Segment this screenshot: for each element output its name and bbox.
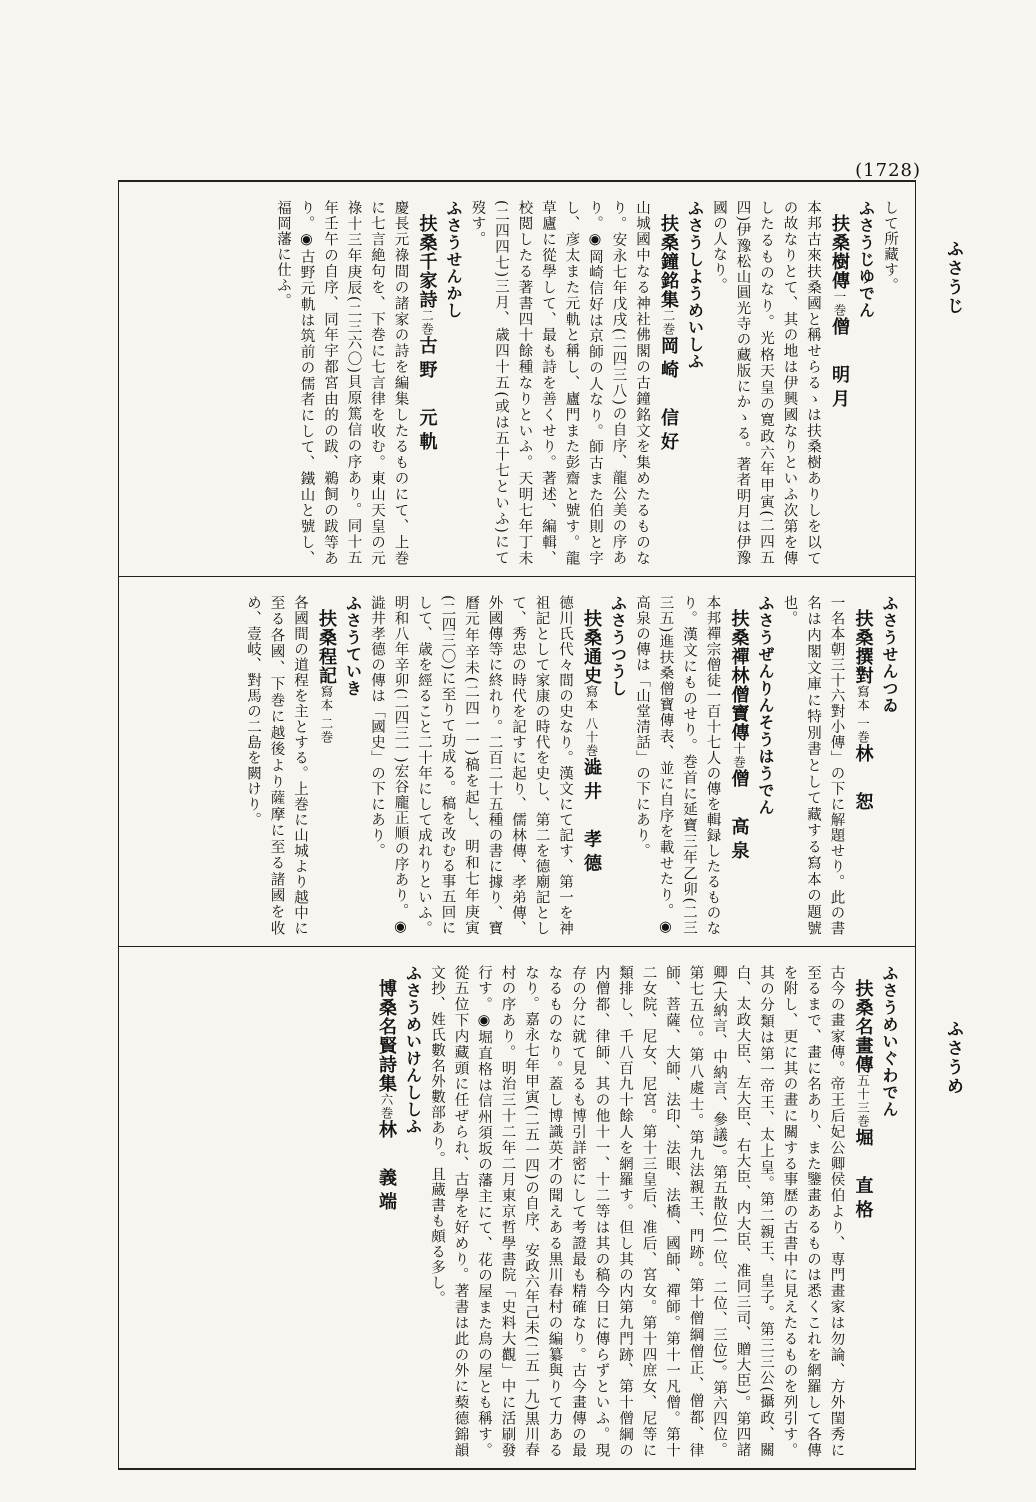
entry-title: 扶桑樹傳 — [829, 214, 850, 290]
entry-heading — [724, 595, 754, 936]
entry-title: 扶桑程記 — [316, 609, 337, 685]
entry-title: 博桑名賢詩集 — [376, 979, 397, 1093]
entry-author: 澁井 孝德 — [581, 757, 602, 878]
entry-body: 慶長元祿間の諸家の詩を編集したるものにて、上巻に七言絶句を、下巻に七言律を收む。東山天皇の元祿十三年庚辰(二三六〇)貝原篤信の序あり。同十五年壬午の自序、同年宇都宮由的の跋、鵜飼の跋等あり。◉古野元軌は筑前の儒者にして、鐵山と號し、福岡藩に仕ふ。 — [275, 200, 409, 566]
dictionary-entry — [241, 595, 365, 936]
entry-title: 扶桑通史 — [581, 609, 602, 685]
tier-top — [119, 182, 915, 577]
entry-title: 扶桑千家詩 — [416, 214, 438, 309]
entry-volumes: 十巻 — [731, 742, 747, 769]
tier-middle-columns — [133, 595, 901, 936]
entry-heading — [848, 595, 878, 936]
entry-body: 各國間の道程を主とする。上巻に山城より越中に至る各國、下巻に越後より薩摩に至る諸國を收め、壹岐、對馬の二島を闕けり。 — [245, 595, 308, 936]
entry-kana: ふさうせんつゐ — [880, 595, 899, 714]
tier-top-columns — [133, 200, 901, 566]
entry-author: 僧 高泉 — [728, 769, 750, 865]
entry-body: 德川氏代々間の史なり。漢文にて記す、第一を神祖記として家康の時代を史し、第二を德廟記として、秀忠の時代を記すに起り、儒林傳、孝弟傳、外國傳等に終れり。二百二十五種の書に據り、寶曆元年辛未(二四一一)稿を起し、明和七年庚寅(二四三〇)に至りて功成る。稿を改むる事五回にして、歳を經ること二十年にして成れりといふ。明和八年辛卯(二四三一)宏谷龐正順の序あり。◉澁井孝德の傳は「國史」の下にあり。 — [369, 595, 573, 936]
running-head-bottom: ふさうめ — [943, 1020, 963, 1096]
entry-kana: ふさうじゆでん — [856, 200, 876, 319]
entry-body: 本邦古來扶桑國と稱せらるゝは扶桑樹ありしを以ての故なりとて、其の地は伊興國なりといふ次第を傳したるものなり。光格天皇の寛政六年甲寅(二四五四)伊豫松山圓光寺の藏版にかゝる。著者明月は伊豫國の人なり。 — [711, 200, 821, 566]
entry-heading — [848, 965, 878, 1458]
entry-heading — [824, 200, 854, 566]
entry-body: 山城國中なる神社佛閣の古鐘銘文を集めたるものなり。安永七年戊戌(二四三八)の自序、龍公美の序あり。◉岡崎信好は京師の人なり。師古また伯則と字し、彦太また元軌と稱し、廬門また彭齋と號す。龍草廬に從學して、最も詩を善くせり。著述、編輯、校閲したる著書四十餘種なりといふ。天明七年丁未(二四四七)三月、歳四十五(或は五十七といふ)にて歿す。 — [469, 200, 650, 566]
dictionary-entry — [271, 200, 466, 566]
entry-volumes: 一巻 — [832, 290, 847, 317]
entry-kana: ふさうしようめいしふ — [685, 200, 705, 370]
entry-author: 古野 元軌 — [416, 336, 438, 456]
entry-author: 僧 明月 — [829, 317, 850, 413]
dictionary-entry — [465, 200, 707, 566]
entry-volumes: 寫本 八十巻 — [584, 685, 599, 758]
entry-heading — [576, 595, 606, 936]
entry-author: 林 恕 — [852, 743, 874, 816]
entry-kana: ふさうせんかし — [444, 200, 463, 319]
dictionary-entry — [777, 595, 901, 936]
entry-author: 岡崎 信好 — [658, 336, 679, 456]
entry-kana: ふさうつうし — [608, 595, 628, 697]
entry-author: 堀 直格 — [852, 1128, 874, 1224]
entry-title: 扶桑鐘銘集 — [658, 214, 679, 309]
dictionary-entry — [371, 965, 425, 1458]
entry-kana: ふさうめいけんししふ — [403, 965, 423, 1135]
entry-title: 扶桑禪林僧寶傳 — [728, 609, 750, 742]
entry-volumes: 寫本 二巻 — [319, 685, 334, 744]
entry-volumes: 寫本 一巻 — [855, 685, 871, 744]
entry-body: 一名本朝三十六對小傳」の下に解題せり。此の書名は内閣文庫に特別書として藏する寫本の題號也。 — [781, 595, 845, 936]
page-frame — [118, 180, 916, 1470]
dictionary-entry — [707, 200, 878, 566]
entry-heading — [371, 965, 401, 1458]
dictionary-entry — [425, 965, 902, 1458]
continuation-text: して所藏す。 — [882, 200, 898, 293]
entry-volumes: 五十三巻 — [855, 1074, 871, 1128]
dictionary-entry — [365, 595, 630, 936]
tier-middle — [119, 577, 915, 947]
entry-kana: ふさうめいぐわでん — [880, 965, 899, 1118]
running-head-top: ふさうじ — [943, 240, 963, 316]
entry-body: 本邦禪宗僧徒一百十七人の傳を輯録したるものなり。漢文にものせり。巻首に延寶三年乙卯(二三三五)進扶桑僧寶傳表、並に自序を載せたり。◉高泉の傳は「山堂清話」の下にあり。 — [634, 595, 721, 936]
entry-volumes: 六巻 — [379, 1093, 394, 1120]
page-number: (1728) — [855, 160, 921, 181]
entry-kana: ふさうていき — [343, 595, 363, 697]
entry-title: 扶桑名畫傳 — [852, 979, 874, 1074]
dictionary-entry — [630, 595, 778, 936]
tier-bottom-columns — [133, 965, 901, 1458]
entry-heading — [412, 200, 442, 566]
entry-kana: ふさうぜんりんそうはうでん — [756, 595, 775, 816]
entry-volumes: 二巻 — [419, 309, 435, 336]
entry-volumes: 二巻 — [661, 309, 676, 336]
entry-title: 扶桑撰對 — [852, 609, 874, 685]
entry-heading — [311, 595, 341, 936]
entry-author: 林 義端 — [376, 1120, 397, 1216]
entry-body: 古今の畫家傳。帝王后妃公卿侯伯より、専門畫家は勿論、方外閨秀に至るまで、畫に名あり、また鑒畫あるものは悉くこれを網羅して各傳を附し、更に其の畫に關する事歴の古書中に見えたるものを列引す。其の分類は第一帝王、太上皇。第二親王、皇子。第三三公(攝政、關白、太政大臣、左大臣、右大臣、内大臣、准同三司、贈大臣)。第四諸卿(大納言、中納言、參議)。第五散位(一位、二位、三位)。第六四位。第七五位。第八處士。第九法親王、門跡。第十僧綱僧正、僧都、律師、菩薩、大師、法印、法眼、法橋、國師、禪師。第十一凡僧。第十二女院、尼女、尼宮。第十三皇后、准后、宮女。第十四庶女、尼等に類排し、千八百九十餘人を網羅す。但し其の内第九門跡、第十僧綱の内僧都、律師、其の他十一、十二等は其の稿今日に傳らずといふ。現存の分に就て見るも博引詳密にして考證最も精確なり。古今畫傳の最なるものなり。蓋し博識英才の聞えある黒川春村の編纂與りて力あるなり。嘉永七年甲寅(二五一四)の自序、安政六年己未(二五一九)黒川春村の序あり。明治三十二年二月東京哲學書院「史料大觀」中に活刷發行す。◉堀直格は信州須坂の藩主にて、花の屋また鳥の屋とも稱す。從五位下内藏頭に任ぜられ、古學を好めり。著書は此の外に蔾德錦韻文抄、姓氏數名外數部あり。且蔵書も頗る多し。 — [429, 965, 845, 1458]
entry-heading — [653, 200, 683, 566]
tier-bottom — [119, 947, 915, 1468]
